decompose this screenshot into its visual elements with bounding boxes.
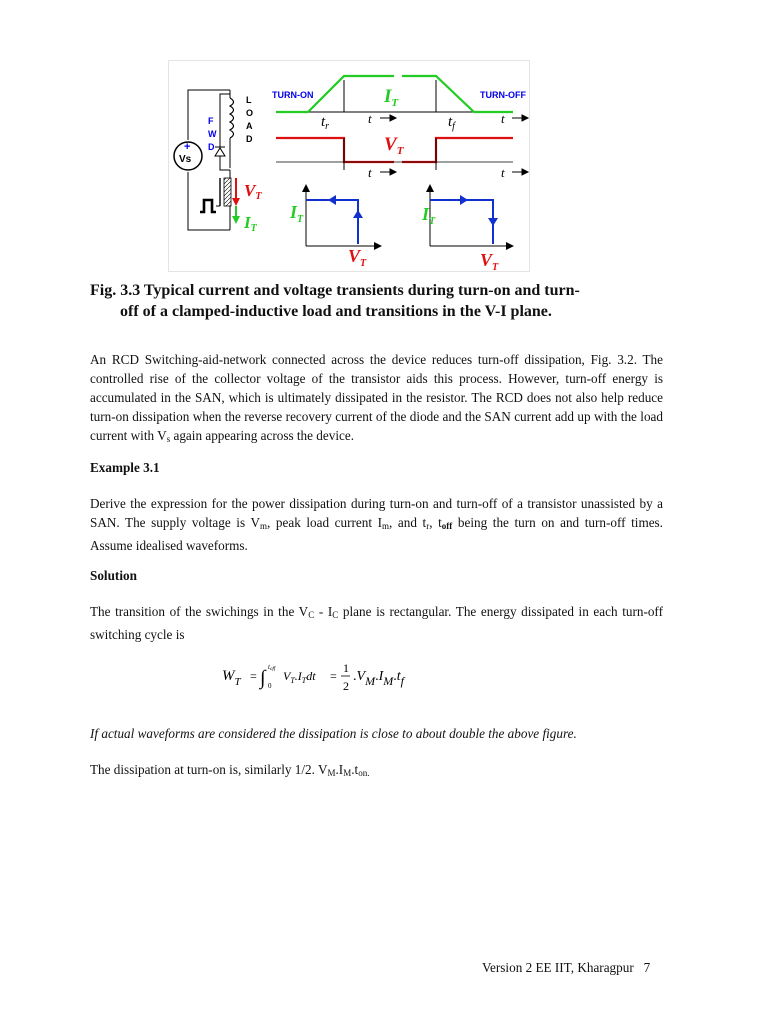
plane2-it-label: I (422, 204, 430, 224)
example-t3: , and t (389, 515, 427, 530)
circuit-it-sub: T (250, 223, 257, 234)
time-label-4: t (501, 165, 505, 180)
formula-upper-sub: off (269, 667, 276, 672)
svg-text:.VM.IM.tf (353, 669, 406, 688)
solution-heading: Solution (90, 568, 137, 583)
rcd-text-a: An RCD Switching-aid-network connected across the device reduces turn-off dissipation, Fig. 3.2. The controlled rise of the collector voltage of the transistor aids this process. However, turn-off energy is accumulated in the SAN, which is ultimately dissipated in the resistor. The RCD does not also help reduce turn-on dissipation when the reverse recovery current of the diode and the SAN current add up with the load current with V (90, 352, 663, 443)
turn-off-label: TURN-OFF (480, 90, 526, 100)
figure-frame (169, 61, 530, 272)
formula-den: 2 (343, 679, 349, 693)
rcd-text-b: again appearing across the device. (170, 428, 354, 443)
tf-label: t (448, 114, 453, 130)
figure-3-3 (168, 60, 530, 272)
formula-tf: t (396, 669, 401, 684)
fwd-letter-1: F (208, 116, 214, 126)
formula-v: V (283, 669, 291, 683)
formula-dot4: . (393, 669, 397, 684)
plane2-it-sub: T (429, 216, 436, 227)
plane1-vt-sub: T (360, 258, 367, 269)
formula-upper: t (268, 663, 270, 671)
example-s1: m (259, 521, 267, 531)
turn-on-label: TURN-ON (272, 90, 314, 100)
actual-waveforms-note: If actual waveforms are considered the dissipation is close to about double the above figure. (90, 726, 577, 741)
svg-text:VT.ITdt (283, 669, 316, 685)
turn-on-s2: M (343, 768, 352, 778)
time-label-3: t (368, 165, 372, 180)
plane2-vt-label: V (480, 250, 493, 270)
plane1-vt-label: V (348, 246, 361, 266)
formula-i: I (297, 669, 302, 683)
caption-line-2: off of a clamped-inductive load and transitions in the V-I plane. (120, 303, 552, 320)
tf-sub: f (452, 121, 455, 132)
example-s3: r (426, 521, 430, 531)
solution-s1: C (308, 610, 315, 620)
page-footer (482, 960, 650, 976)
formula-lhs: W (222, 668, 235, 684)
turn-on-s1: M (327, 768, 336, 778)
fwd-letter-3: D (208, 142, 215, 152)
formula-tf-sub: f (400, 674, 404, 688)
formula-dot2: . (353, 669, 357, 684)
formula-lower: 0 (268, 682, 272, 690)
formula-vm: V (356, 669, 366, 684)
time-label-2: t (501, 111, 505, 126)
formula-i-sub: T (301, 676, 307, 685)
load-letter-3: A (246, 121, 253, 131)
example-heading: Example 3.1 (90, 460, 160, 475)
example-t2: , peak load current I (267, 515, 383, 530)
turn-on-t3: .t (351, 762, 359, 777)
example-t1: Derive the expression for the power dissipation during turn-on and turn-off of a transistor unassisted by a SAN. The supply voltage is V (90, 496, 663, 530)
formula-dot1: . (294, 669, 298, 683)
circuit-vt-sub: T (255, 191, 262, 202)
formula-dt: dt (306, 669, 316, 683)
rcd-sub: s (166, 434, 171, 444)
solution-paragraph (90, 602, 663, 644)
example-t4: , t (429, 515, 442, 530)
plane1-it-label: I (290, 202, 298, 222)
footer-text: Version 2 EE IIT, Kharagpur (482, 960, 634, 975)
svg-text:toff (268, 663, 276, 672)
wave-vt-label: V (384, 134, 397, 155)
turn-on-s3: on. (358, 768, 370, 778)
page-number: 7 (643, 960, 651, 975)
wave-it-label: I (384, 86, 392, 107)
transistor-symbol (224, 178, 231, 206)
solution-t3: plane is rectangular. The energy dissipated in each turn-off switching cycle is (90, 604, 663, 642)
formula-im: I (378, 669, 384, 684)
fwd-letter-2: W (208, 129, 217, 139)
formula-eq2: = (330, 669, 337, 683)
formula-v-sub: T (290, 676, 295, 685)
tr-sub: r (325, 121, 330, 132)
energy-formula (222, 652, 452, 698)
formula-dot3: . (375, 669, 379, 684)
plane2-vt-sub: T (492, 262, 499, 272)
source-label: Vs (179, 154, 192, 165)
wave-it-sub: T (391, 97, 399, 109)
caption-line-1: Fig. 3.3 Typical current and voltage transients during turn-on and turn- (90, 282, 580, 299)
formula-vm-sub: M (365, 674, 376, 688)
formula-num: 1 (343, 661, 349, 675)
load-letter-4: D (246, 134, 253, 144)
formula-integral: ∫ (260, 667, 266, 689)
source-plus: + (184, 141, 191, 153)
time-label-1: t (368, 111, 372, 126)
load-letter-2: O (246, 108, 254, 118)
solution-s2: C (332, 610, 339, 620)
wave-vt-sub: T (396, 145, 404, 157)
tr-label: t (321, 114, 326, 130)
formula-im-sub: M (383, 674, 394, 688)
example-s4: off (441, 521, 453, 531)
circuit-it-label: I (244, 213, 251, 232)
solution-t2: - I (314, 604, 333, 619)
load-letter-1: L (246, 95, 252, 105)
example-paragraph (90, 494, 663, 555)
formula-eq1: = (250, 669, 257, 683)
svg-text:WT (222, 668, 242, 688)
example-s2: m (382, 521, 390, 531)
solution-t1: The transition of the swichings in the V (90, 604, 309, 619)
circuit-vt-label: V (244, 181, 256, 200)
turn-on-t2: .I (335, 762, 344, 777)
turn-on-t1: The dissipation at turn-on is, similarly 1/2. V (90, 762, 328, 777)
formula-lhs-sub: T (234, 676, 241, 688)
figure-caption (90, 280, 680, 322)
plane1-it-sub: T (297, 214, 304, 225)
turn-on-dissipation (90, 760, 663, 783)
rcd-paragraph (90, 350, 663, 449)
example-t5: being the turn on and turn-off times. Assume idealised waveforms. (90, 515, 663, 553)
